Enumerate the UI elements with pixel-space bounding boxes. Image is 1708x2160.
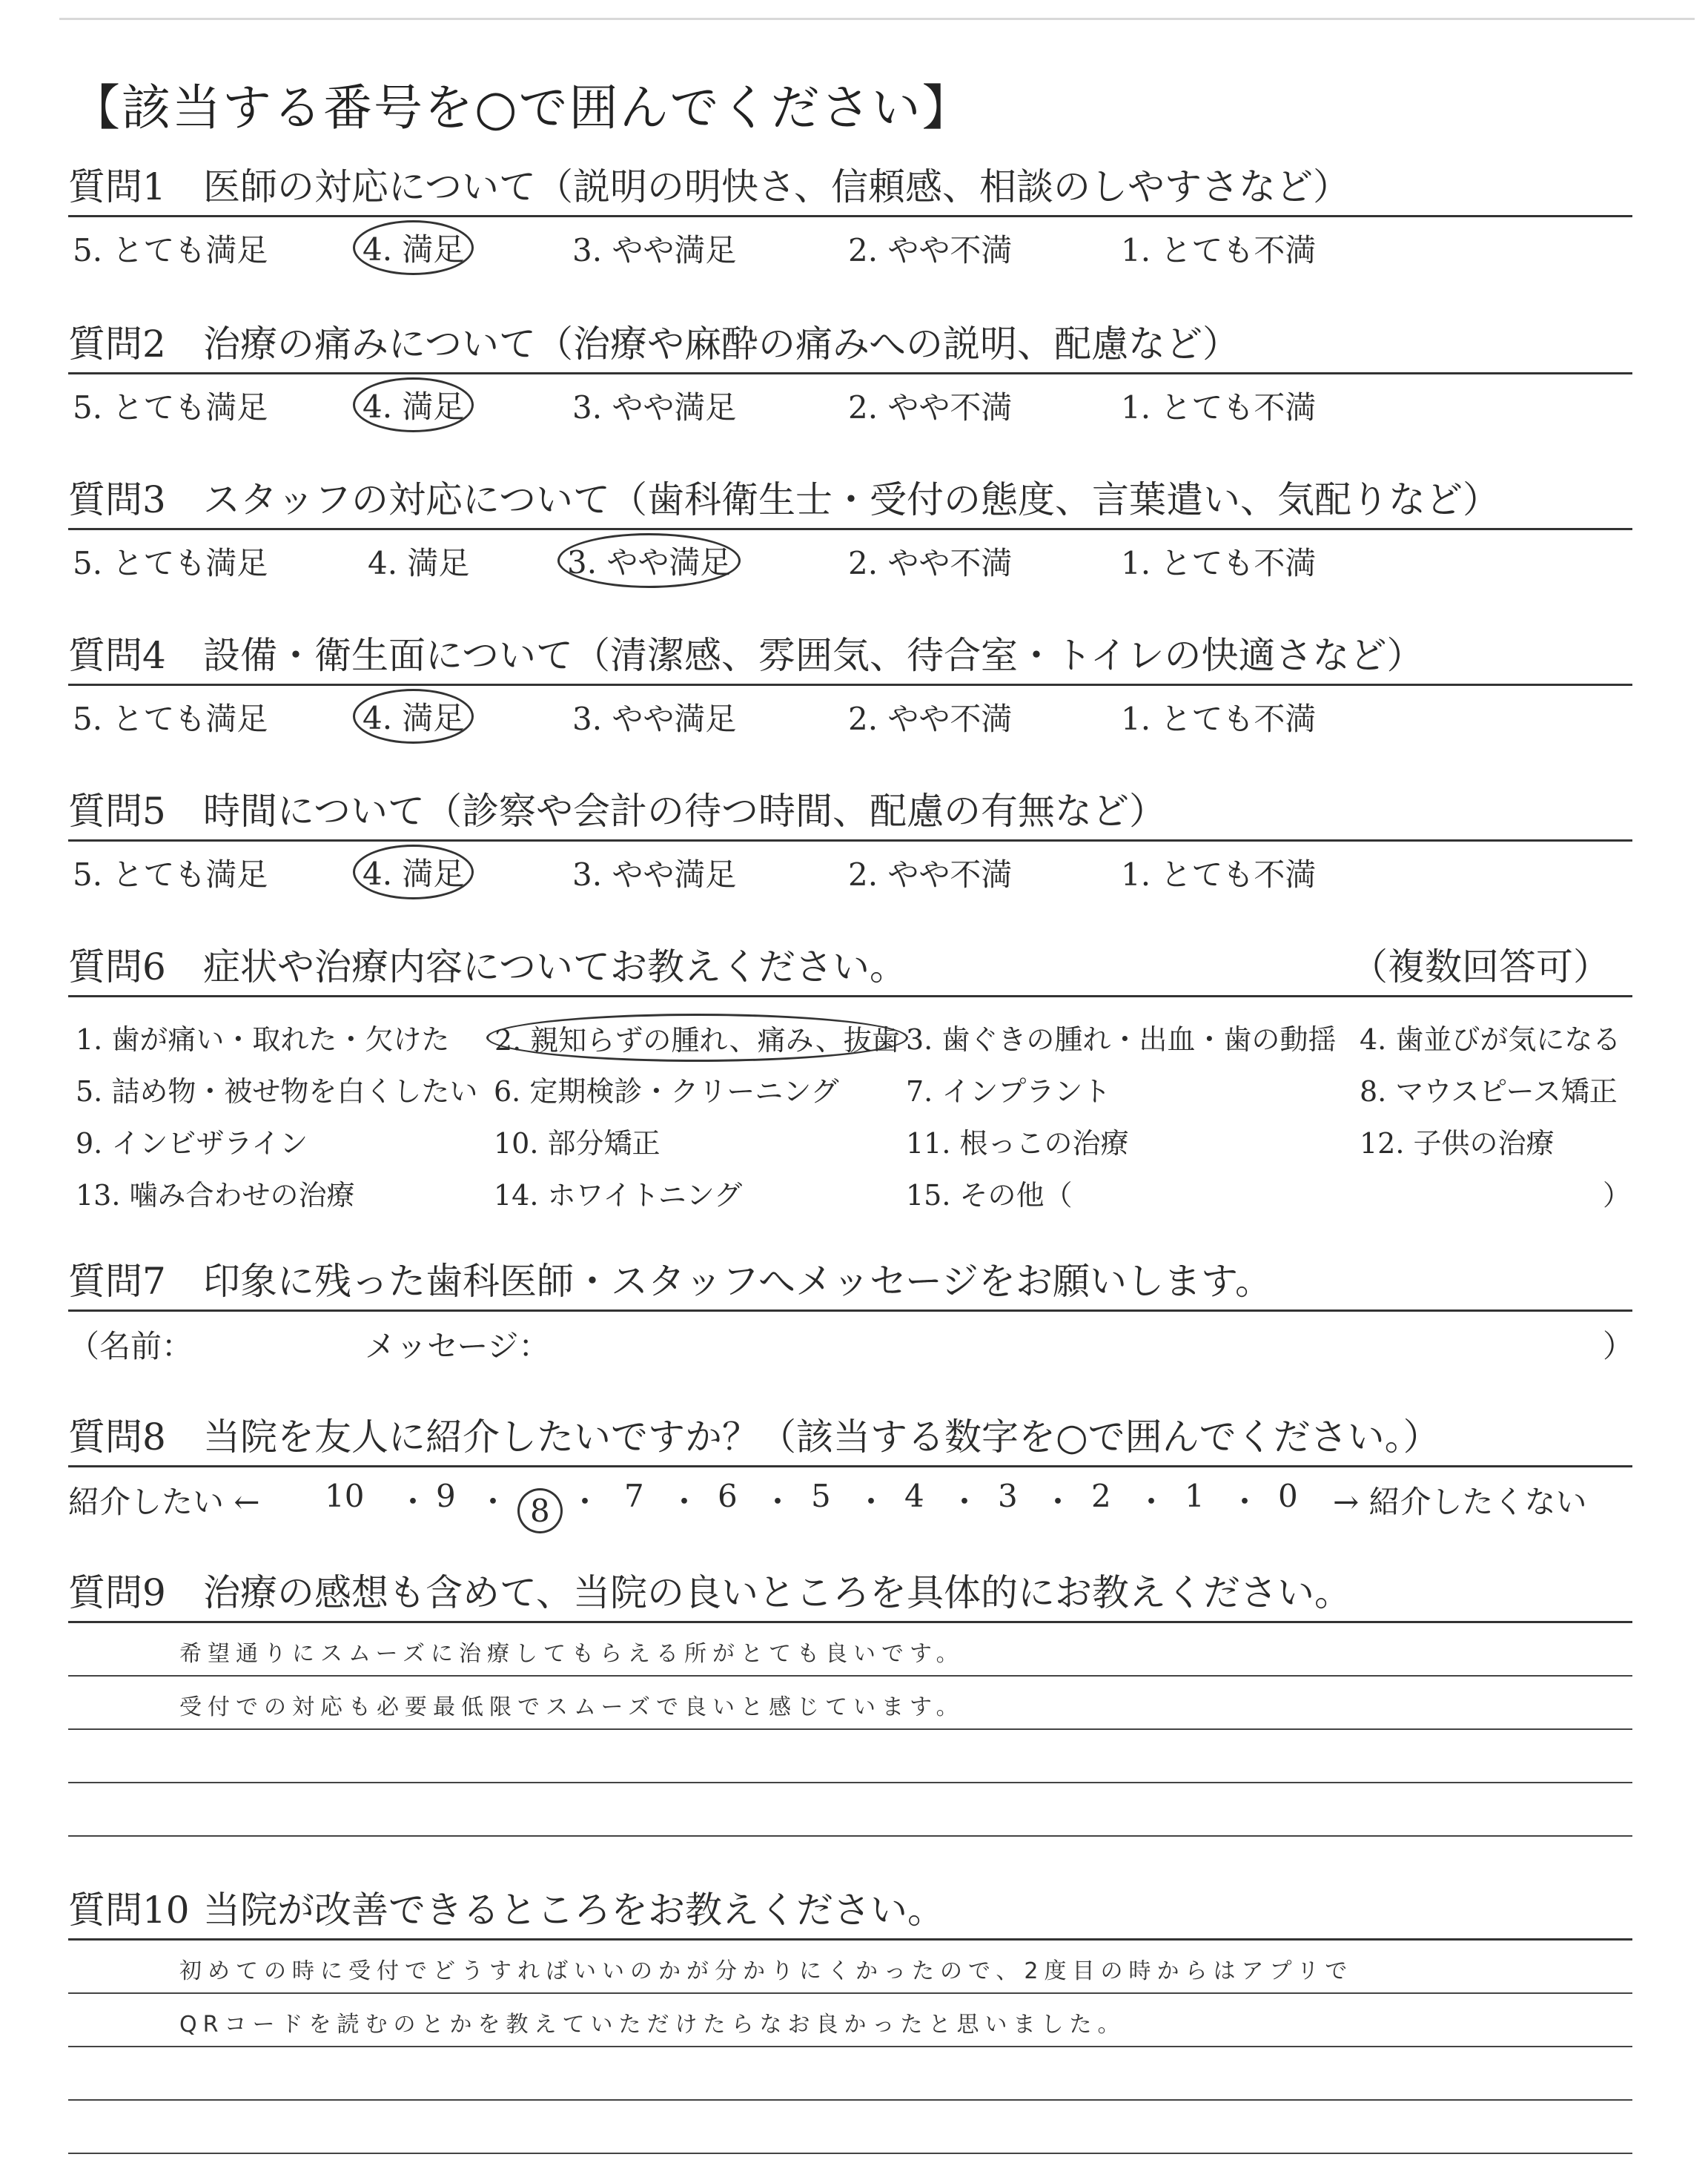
rating-option-3[interactable]: 3. やや満足 (572, 232, 737, 268)
symptom-option-3[interactable]: 3. 歯ぐきの腫れ・出血・歯の動揺 (906, 1023, 1337, 1056)
scale-0[interactable]: 0 (1278, 1478, 1298, 1514)
question-9-header (68, 1566, 1632, 1623)
question-number: 質問2 (68, 323, 166, 366)
rating-option-3[interactable]: 3. やや満足 (572, 856, 737, 893)
rating-option-4-circled[interactable] (362, 383, 474, 432)
scale-4[interactable]: 4 (904, 1478, 924, 1514)
rating-option-1[interactable]: 1. とても不満 (1121, 232, 1317, 268)
question-number: 質問4 (68, 634, 166, 677)
question-4 (68, 629, 1632, 738)
scale-1[interactable]: 1 (1185, 1478, 1205, 1514)
symptom-option-13[interactable]: 13. 噛み合わせの治療 (76, 1179, 355, 1212)
rating-option-1[interactable]: 1. とても不満 (1121, 389, 1317, 426)
question-text: スタッフの対応について（歯科衛生士・受付の態度、言葉遣い、気配りなど） (203, 478, 1500, 521)
rating-option-5[interactable]: 5. とても満足 (73, 232, 268, 268)
answer-line[interactable] (68, 1783, 1632, 1837)
question-number: 質問9 (68, 1571, 166, 1614)
question-number: 質問3 (68, 478, 166, 521)
scale-5[interactable]: 5 (811, 1478, 831, 1514)
question-1 (68, 160, 1632, 269)
rating-option-1[interactable]: 1. とても不満 (1121, 701, 1317, 737)
symptom-option-10[interactable]: 10. 部分矯正 (494, 1127, 661, 1160)
question-text: 医師の対応について（説明の明快さ、信頼感、相談のしやすさなど） (203, 165, 1350, 208)
scale-dot: ・ (1229, 1484, 1261, 1520)
symptom-option-8[interactable]: 8. マウスピース矯正 (1360, 1075, 1618, 1108)
rating-option-2[interactable]: 2. やや不満 (848, 856, 1013, 893)
question-3-header (68, 473, 1632, 530)
rating-option-5[interactable]: 5. とても満足 (73, 389, 268, 426)
answer-circle: 2. 親知らずの腫れ、痛み、抜歯 (486, 1014, 908, 1062)
question-text: 症状や治療内容についてお教えください。 (203, 945, 907, 988)
question-number: 質問10 (68, 1889, 190, 1932)
question-8 (68, 1410, 1632, 1527)
page-header: 【該当する番号を○で囲んでください】 (71, 79, 973, 136)
symptom-option-14[interactable]: 14. ホワイトニング (494, 1179, 743, 1212)
message-close-paren: ） (1603, 1328, 1635, 1364)
message-line (68, 1312, 1635, 1365)
question-5-header (68, 785, 1632, 842)
answer-line[interactable] (68, 1994, 1632, 2047)
question-5 (68, 785, 1632, 894)
scale-dot: ・ (397, 1484, 429, 1520)
recommend-right-label: → 紹介したくない (1333, 1484, 1587, 1520)
symptom-option-7[interactable]: 7. インプラント (906, 1075, 1111, 1108)
top-rule (59, 18, 1695, 20)
question-9 (68, 1566, 1632, 1837)
rating-option-2[interactable]: 2. やや不満 (848, 545, 1013, 581)
scale-6[interactable]: 6 (718, 1478, 738, 1514)
answer-circle: 4. 満足 (353, 845, 474, 899)
question-text: 治療の感想も含めて、当院の良いところを具体的にお教えください。 (203, 1571, 1351, 1614)
scale-dot: ・ (855, 1484, 887, 1520)
recommend-scale (68, 1467, 1632, 1527)
question-1-header (68, 160, 1632, 217)
question-number: 質問6 (68, 945, 166, 988)
rating-options (68, 530, 1632, 582)
message-label: メッセージ： (365, 1328, 550, 1364)
question-number: 質問7 (68, 1260, 166, 1303)
rating-options (68, 842, 1632, 894)
question-10 (68, 1883, 1632, 2154)
scale-3[interactable]: 3 (998, 1478, 1018, 1514)
rating-option-4-circled[interactable] (362, 695, 474, 744)
rating-options (68, 686, 1632, 738)
rating-options (68, 374, 1632, 426)
question-6 (68, 940, 1632, 1212)
question-7 (68, 1255, 1635, 1365)
rating-option-5[interactable]: 5. とても満足 (73, 701, 268, 737)
question-text: 当院を友人に紹介したいですか？（該当する数字を○で囲んでください。） (203, 1416, 1440, 1459)
multiple-answers-note: （複数回答可） (1351, 945, 1610, 988)
symptom-option-2-circled[interactable] (494, 1014, 908, 1062)
answer-circle: 3. やや満足 (557, 533, 741, 588)
rating-option-5[interactable]: 5. とても満足 (73, 856, 268, 893)
symptom-options-grid (68, 997, 1632, 1212)
symptom-option-1[interactable]: 1. 歯が痛い・取れた・欠けた (76, 1023, 450, 1056)
rating-option-1[interactable]: 1. とても不満 (1121, 856, 1317, 893)
question-3 (68, 473, 1632, 582)
scale-dot: ・ (1042, 1484, 1074, 1520)
rating-option-4-circled[interactable] (362, 226, 474, 275)
scale-10[interactable]: 10 (325, 1478, 365, 1514)
answer-line[interactable] (68, 1941, 1632, 1994)
rating-option-4-circled[interactable] (362, 851, 474, 899)
answer-circle: 4. 満足 (353, 220, 474, 275)
answer-circle: 8 (517, 1488, 563, 1533)
scale-dot: ・ (949, 1484, 981, 1520)
question-7-header (68, 1255, 1632, 1312)
scale-7[interactable]: 7 (624, 1478, 644, 1514)
rating-option-3[interactable]: 3. やや満足 (572, 701, 737, 737)
question-text: 印象に残った歯科医師・スタッフへメッセージをお願いします。 (203, 1260, 1272, 1303)
symptom-option-5[interactable]: 5. 詰め物・被せ物を白くしたい (76, 1075, 478, 1108)
rating-option-3[interactable]: 3. やや満足 (572, 389, 737, 426)
symptom-option-4[interactable]: 4. 歯並びが気になる (1360, 1023, 1621, 1056)
symptom-option-15[interactable]: 15. その他（ (906, 1179, 1073, 1212)
question-8-header (68, 1410, 1632, 1467)
rating-option-4[interactable]: 4. 満足 (368, 545, 470, 581)
answer-circle: 4. 満足 (353, 689, 474, 744)
question-text: 当院が改善できるところをお教えください。 (203, 1889, 944, 1932)
question-text: 時間について（診察や会計の待つ時間、配慮の有無など） (203, 790, 1166, 833)
symptom-option-11[interactable]: 11. 根っこの治療 (906, 1127, 1129, 1160)
scale-9[interactable]: 9 (436, 1478, 456, 1514)
answer-line[interactable] (68, 1623, 1632, 1677)
handwritten-answer: 初めての時に受付でどうすればいいのかが分かりにくかったので、2度目の時からはアプリで (179, 1958, 1354, 1984)
rating-option-5[interactable]: 5. とても満足 (73, 545, 268, 581)
symptom-option-12[interactable]: 12. 子供の治療 (1360, 1127, 1555, 1160)
handwritten-answer: 希望通りにスムーズに治療してもらえる所がとても良いです。 (179, 1641, 964, 1667)
rating-option-3-circled[interactable] (566, 539, 741, 588)
rating-options (68, 217, 1632, 269)
rating-option-2[interactable]: 2. やや不満 (848, 232, 1013, 268)
name-label: （名前： (68, 1328, 193, 1364)
answer-lines (68, 1623, 1632, 1837)
question-text: 治療の痛みについて（治療や麻酔の痛みへの説明、配慮など） (203, 323, 1239, 366)
recommend-left-label: 紹介したい ← (68, 1484, 260, 1520)
scale-dot: ・ (1136, 1484, 1168, 1520)
answer-line[interactable] (68, 2047, 1632, 2101)
question-10-header (68, 1883, 1632, 1941)
scale-dot: ・ (569, 1484, 601, 1520)
answer-line[interactable] (68, 1730, 1632, 1783)
question-4-header (68, 629, 1632, 686)
question-number: 質問8 (68, 1416, 166, 1459)
answer-line[interactable] (68, 1677, 1632, 1730)
question-2-header (68, 317, 1632, 374)
answer-line[interactable] (68, 2101, 1632, 2154)
scale-2[interactable]: 2 (1091, 1478, 1111, 1514)
question-number: 質問5 (68, 790, 166, 833)
question-number: 質問1 (68, 165, 166, 208)
handwritten-answer: 受付での対応も必要最低限でスムーズで良いと感じています。 (179, 1694, 964, 1720)
scale-dot: ・ (762, 1484, 794, 1520)
scale-dot: ・ (477, 1484, 509, 1520)
rating-option-1[interactable]: 1. とても不満 (1121, 545, 1317, 581)
rating-option-2[interactable]: 2. やや不満 (848, 389, 1013, 426)
question-2 (68, 317, 1632, 426)
scale-dot: ・ (669, 1484, 701, 1520)
question-6-header (68, 940, 1632, 997)
symptom-option-9[interactable]: 9. インビザライン (76, 1127, 308, 1160)
answer-lines (68, 1941, 1632, 2154)
answer-circle: 4. 満足 (353, 377, 474, 432)
rating-option-2[interactable]: 2. やや不満 (848, 701, 1013, 737)
symptom-option-6[interactable]: 6. 定期検診・クリーニング (494, 1075, 839, 1108)
question-text: 設備・衛生面について（清潔感、雰囲気、待合室・トイレの快適さなど） (203, 634, 1424, 677)
other-close-paren: ） (1603, 1179, 1632, 1212)
handwritten-answer: QRコードを読むのとかを教えていただけたらなお良かったと思いました。 (179, 2012, 1126, 2038)
